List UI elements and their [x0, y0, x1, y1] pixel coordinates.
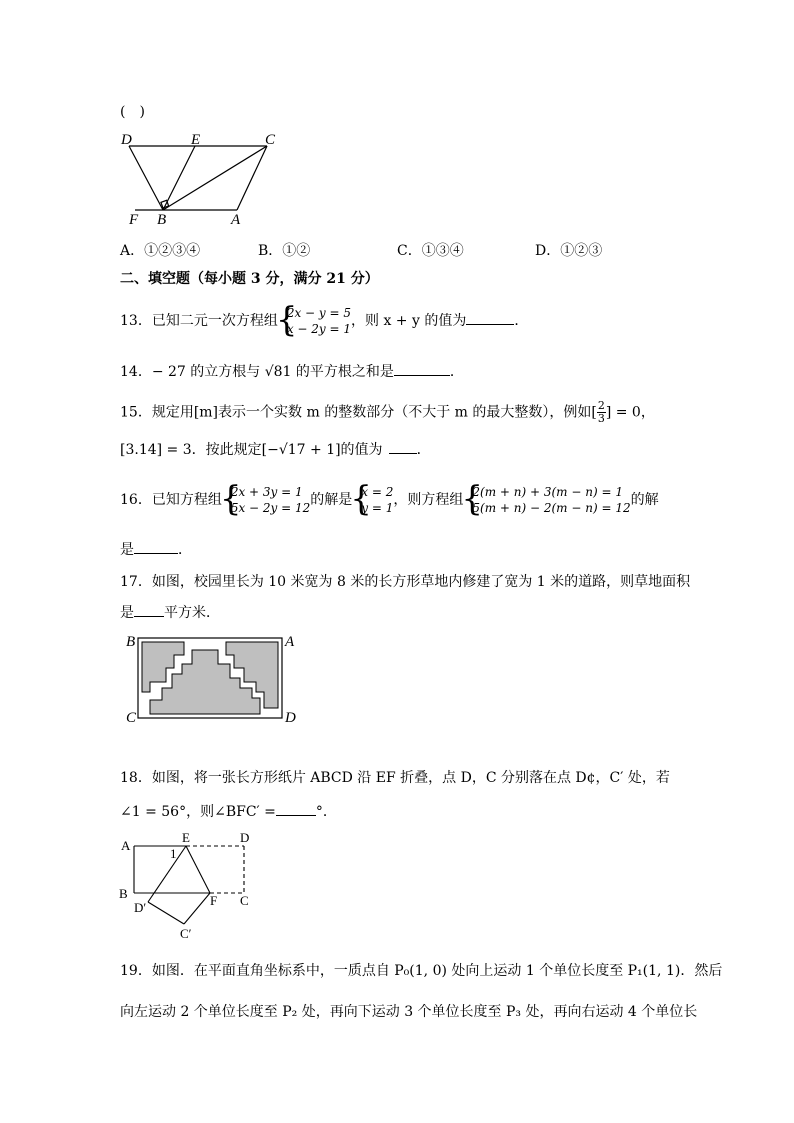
question-18-line1: 18．如图，将一张长方形纸片 ABCD 沿 EF 折叠，点 D，C 分别落在点 D¢，C′ 处，若	[120, 770, 670, 786]
label-D: D	[240, 830, 250, 845]
q15-frac-den: 3	[597, 412, 605, 425]
question-18-line2	[120, 803, 337, 821]
label-C: C	[126, 710, 137, 726]
label-B: B	[126, 634, 136, 650]
q16-prefix: 16．已知方程组	[120, 492, 222, 508]
option-d: D．①②③	[535, 243, 603, 259]
q16-solution	[352, 484, 393, 516]
q17-line2b: 平方米．	[164, 605, 220, 621]
q18-line2a: ∠1 = 56°，则∠BFC′ =	[120, 804, 276, 820]
question-19-line1: 19．如图．在平面直角坐标系中，一质点自 P₀(1, 0) 处向上运动 1 个单位长度至 P₁(1, 1)．然后	[120, 963, 723, 979]
q14-end: ．	[449, 364, 464, 380]
q16-sol1: { x = 2	[361, 485, 394, 499]
q16-tail: 的解	[630, 492, 659, 508]
option-b: B．①②	[258, 243, 311, 259]
answer-paren: ( )	[120, 104, 145, 120]
q16-line2: 是	[120, 542, 134, 558]
q17-line2a: 是	[120, 605, 134, 621]
option-a: A．①②③④	[120, 243, 201, 259]
q15-line1-end: ] = 0，	[605, 404, 655, 421]
label-A: A	[231, 212, 241, 228]
question-15-line2	[120, 441, 431, 459]
q16-eq2: 5x − 2y = 12	[230, 501, 311, 515]
angle-1-label: 1	[170, 846, 177, 861]
q16-blank[interactable]	[134, 541, 178, 554]
q16-end: ．	[178, 542, 192, 558]
q16-mid: 的解是	[310, 492, 353, 508]
label-A: A	[121, 838, 131, 853]
question-17-line2	[120, 604, 220, 622]
question-16-line1	[120, 484, 659, 516]
q13-eq2: x − 2y = 1	[286, 322, 352, 336]
label-E: E	[182, 830, 190, 845]
label-D: D	[121, 132, 132, 148]
q18-line2b: °．	[315, 804, 337, 820]
q16-system-2	[463, 484, 630, 516]
q13-eq1: { 2x − y = 5	[286, 306, 352, 320]
question-16-line2	[120, 541, 192, 559]
q18-blank[interactable]	[276, 803, 316, 816]
q17-blank[interactable]	[134, 604, 164, 617]
question-15-line1	[120, 400, 655, 425]
label-F: F	[210, 893, 218, 908]
q14-blank[interactable]	[394, 363, 450, 376]
q14-text: 14．− 27 的立方根与 √81 的平方根之和是	[120, 364, 394, 380]
q16-mid2: ，则方程组	[393, 492, 464, 508]
question-14	[120, 363, 464, 381]
q15-line2: [3.14] = 3．按此规定[−√17 + 1]的值为	[120, 442, 383, 458]
label-D-prime: D′	[134, 900, 147, 915]
q13-blank[interactable]	[466, 312, 514, 325]
option-c: C．①③④	[397, 243, 464, 259]
q16-eq4: 5(m + n) − 2(m − n) = 12	[472, 501, 631, 515]
label-C: C	[240, 893, 249, 908]
q13-system	[278, 305, 351, 337]
q16-eq3: { 2(m + n) + 3(m − n) = 1	[472, 485, 623, 499]
folded-rectangle-figure	[114, 830, 264, 945]
question-19-line2: 向左运动 2 个单位长度至 P₂ 处，再向下运动 3 个单位长度至 P₃ 处，再向右运动 4 个单位长	[120, 1004, 698, 1020]
label-B: B	[157, 212, 167, 228]
q15-fraction	[597, 400, 606, 425]
question-17-line1: 17．如图，校园里长为 10 米宽为 8 米的长方形草地内修建了宽为 1 米的道路，则草地面积	[120, 574, 691, 590]
lawn-path-figure	[122, 630, 302, 730]
q15-line1: 15．规定用[m]表示一个实数 m 的整数部分（不大于 m 的最大整数），例如[	[120, 404, 597, 421]
label-B: B	[119, 886, 128, 901]
parallelogram-figure	[115, 128, 290, 228]
section-title: 二、填空题（每小题 3 分，满分 21 分）	[120, 271, 379, 287]
q16-system-1	[222, 484, 310, 516]
q15-blank[interactable]	[389, 441, 417, 454]
label-F: F	[129, 212, 139, 228]
q15-end: ．	[416, 442, 431, 458]
q13-end: ．	[514, 313, 529, 329]
label-E: E	[191, 132, 201, 148]
label-C: C	[265, 132, 276, 148]
question-13	[120, 305, 528, 337]
q13-prefix: 13．已知二元一次方程组	[120, 313, 278, 329]
q16-eq1: { 2x + 3y = 1	[230, 485, 303, 499]
q16-sol2: y = 1	[361, 501, 394, 515]
q13-suffix: ，则 x + y 的值为	[351, 313, 467, 329]
label-A: A	[285, 634, 295, 650]
label-C-prime: C′	[180, 926, 192, 941]
q15-frac-num: 2	[597, 399, 605, 412]
label-D: D	[285, 710, 296, 726]
